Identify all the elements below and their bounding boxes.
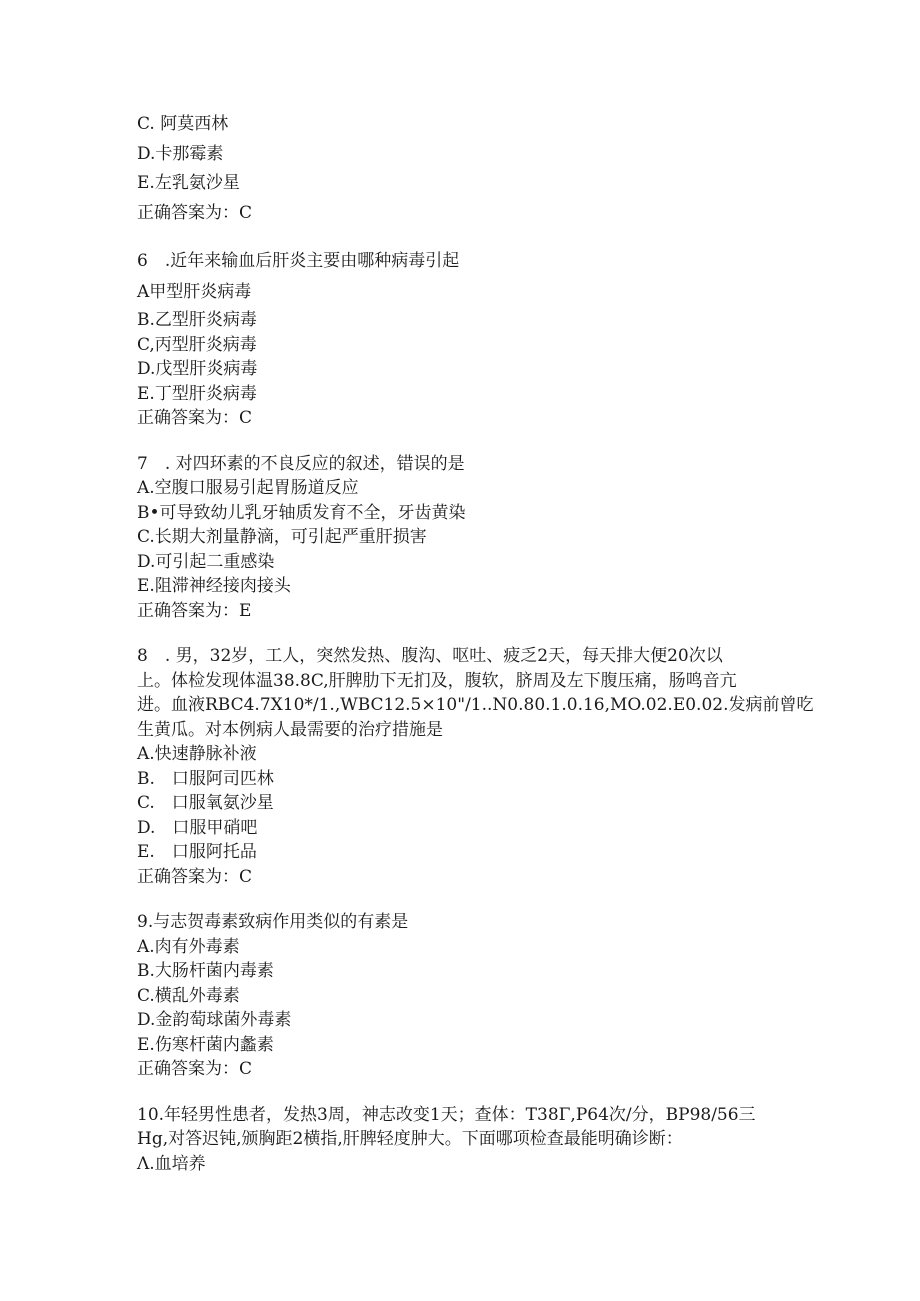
question-stem-line-1: 10.年轻男性患者，发热3周，神志改变1天；查体：T38Γ,P64次/分，BP98/56三 bbox=[137, 1104, 756, 1125]
option-a: A.快速静脉补液 bbox=[137, 744, 257, 764]
option-b: B.大肠杆菌内毒素 bbox=[137, 961, 274, 981]
option-a: Λ.血培养 bbox=[137, 1153, 206, 1174]
option-a: A.空腹口服易引起胃肠道反应 bbox=[137, 478, 359, 498]
option-c: C,丙型肝炎病毒 bbox=[137, 334, 257, 355]
option-a: A.肉有外毒素 bbox=[137, 936, 240, 957]
option-c: C.长期大剂量静滴，可引起严重肝损害 bbox=[137, 527, 427, 547]
question-stem-line-2: Hg,对答迟钝,颁胸距2横指,肝脾轻度肿大。下面哪项检查最能明确诊断： bbox=[137, 1129, 683, 1149]
option-c: C. 阿莫西林 bbox=[137, 114, 229, 134]
question-7 bbox=[137, 452, 780, 624]
answer-line: 正确答案为：C bbox=[137, 202, 253, 223]
question-stem: 7 . 对四环素的不良反应的叙述，错误的是 bbox=[137, 453, 465, 474]
option-d: D.戊型肝炎病毒 bbox=[137, 359, 258, 379]
option-d: D.金韵萄球菌外毒素 bbox=[137, 1010, 292, 1030]
question-stem-line-4: 生黄瓜。对本例病人最需要的治疗措施是 bbox=[137, 719, 443, 740]
answer-line: 正确答案为：C bbox=[137, 1059, 253, 1079]
option-a: A甲型肝炎病毒 bbox=[137, 281, 252, 302]
option-e: E.伤寒杆菌内蠡素 bbox=[137, 1034, 274, 1055]
answer-line: 正确答案为：C bbox=[137, 866, 253, 887]
option-d: D.可引起二重感染 bbox=[137, 551, 275, 572]
answer-line: 正确答案为：C bbox=[137, 408, 253, 428]
option-b: B.乙型肝炎病毒 bbox=[137, 310, 257, 330]
option-b: B•可导致幼儿乳牙轴质发育不全，牙齿黄染 bbox=[137, 502, 466, 523]
question-8 bbox=[137, 644, 814, 889]
question-stem-line-1: 8 . 男，32岁，工人，突然发热、腹沟、呕吐、疲乏2天，每天排大便20次以 bbox=[137, 646, 723, 666]
question-stem: 6 .近年来输血后肝炎主要由哪种病毒引起 bbox=[137, 251, 460, 271]
option-d: D.卡那霉素 bbox=[137, 143, 224, 164]
question-stem-line-3: 进。血液RBC4.7X10*/1.,WBC12.5×10"/1..N0.80.1.0.16,MO.02.E0.02.发病前曾吃 bbox=[137, 695, 814, 715]
question-stem-line-2: 上。体检发现体温38.8C,肝脾肋下无扪及，腹软，脐周及左下腹压痛，肠鸣音亢 bbox=[137, 670, 737, 691]
option-b: B. 口服阿司匹林 bbox=[137, 768, 274, 789]
option-e: E.丁型肝炎病毒 bbox=[137, 383, 257, 404]
question-5-tail bbox=[137, 110, 780, 228]
question-9 bbox=[137, 910, 780, 1082]
option-d: D. 口服甲硝吧 bbox=[137, 817, 258, 838]
option-c: C. 口服氧氨沙星 bbox=[137, 793, 274, 813]
option-e: E. 口服阿托品 bbox=[137, 842, 257, 862]
question-stem: 9.与志贺毒素致病作用类似的有素是 bbox=[137, 912, 409, 932]
answer-line: 正确答案为：E bbox=[137, 600, 252, 621]
question-6 bbox=[137, 249, 780, 431]
option-e: E.左乳氨沙星 bbox=[137, 173, 240, 193]
option-c: C.横乱外毒素 bbox=[137, 985, 240, 1006]
option-e: E.阻滞神经接肉接头 bbox=[137, 576, 291, 596]
question-10 bbox=[137, 1103, 780, 1177]
